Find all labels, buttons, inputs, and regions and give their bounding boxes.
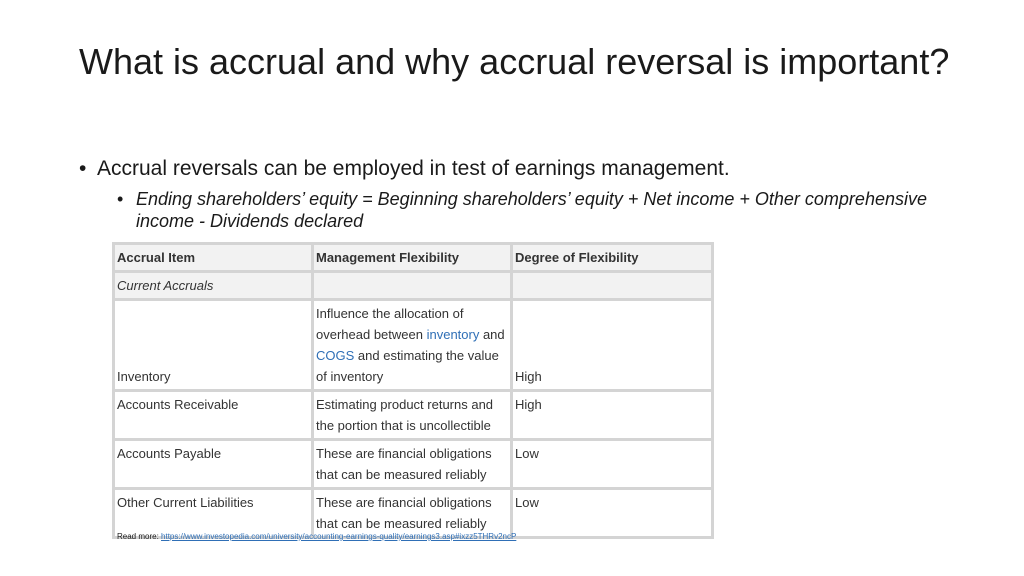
header-management-flexibility: Management Flexibility	[313, 244, 512, 272]
section-empty-cell	[512, 272, 713, 300]
cell-degree: Low	[512, 440, 713, 489]
bullet-1-text: Accrual reversals can be employed in test of earnings management.	[97, 157, 730, 180]
cogs-link[interactable]: COGS	[316, 348, 355, 363]
cell-flexibility: These are financial obligations that can be measured reliably	[313, 489, 512, 538]
cell-item: Inventory	[114, 300, 313, 391]
accrual-table	[112, 242, 714, 539]
cell-degree: High	[512, 391, 713, 440]
cell-flexibility: These are financial obligations that can be measured reliably	[313, 440, 512, 489]
bullet-level-2	[117, 188, 957, 232]
bullet-2-text: Ending shareholders’ equity = Beginning shareholders’ equity + Net income + Other comprehensive income - Dividends declared	[136, 189, 927, 231]
flex-text: and	[479, 327, 505, 342]
header-degree-of-flexibility: Degree of Flexibility	[512, 244, 713, 272]
bullet-dot: •	[79, 157, 87, 180]
bullet-dot: •	[117, 189, 124, 209]
table-section-row	[114, 272, 713, 300]
flex-text: Influence the allocation of overhead between	[316, 306, 464, 342]
header-accrual-item: Accrual Item	[114, 244, 313, 272]
flex-text: and estimating the value of inventory	[316, 348, 499, 384]
cell-item: Accounts Receivable	[114, 391, 313, 440]
slide-title: What is accrual and why accrual reversal is important?	[79, 41, 950, 82]
table-row	[114, 489, 713, 538]
table-row	[114, 300, 713, 391]
inventory-link[interactable]: inventory	[426, 327, 480, 342]
cell-flexibility: Estimating product returns and the portion that is uncollectible	[313, 391, 512, 440]
source-link[interactable]: https://www.investopedia.com/university/accounting-earnings-quality/earnings3.asp#ixzz5THRv2ncP	[161, 532, 517, 541]
table-header-row	[114, 244, 713, 272]
section-empty-cell	[313, 272, 512, 300]
table-row	[114, 440, 713, 489]
cell-item: Other Current Liabilities	[114, 489, 313, 538]
read-more-footer	[117, 532, 516, 542]
section-label: Current Accruals	[114, 272, 313, 300]
cell-flexibility	[313, 300, 512, 391]
cell-degree: Low	[512, 489, 713, 538]
read-more-label: Read more:	[117, 532, 162, 541]
table-row	[114, 391, 713, 440]
cell-degree: High	[512, 300, 713, 391]
cell-item: Accounts Payable	[114, 440, 313, 489]
bullet-level-1	[79, 156, 979, 182]
